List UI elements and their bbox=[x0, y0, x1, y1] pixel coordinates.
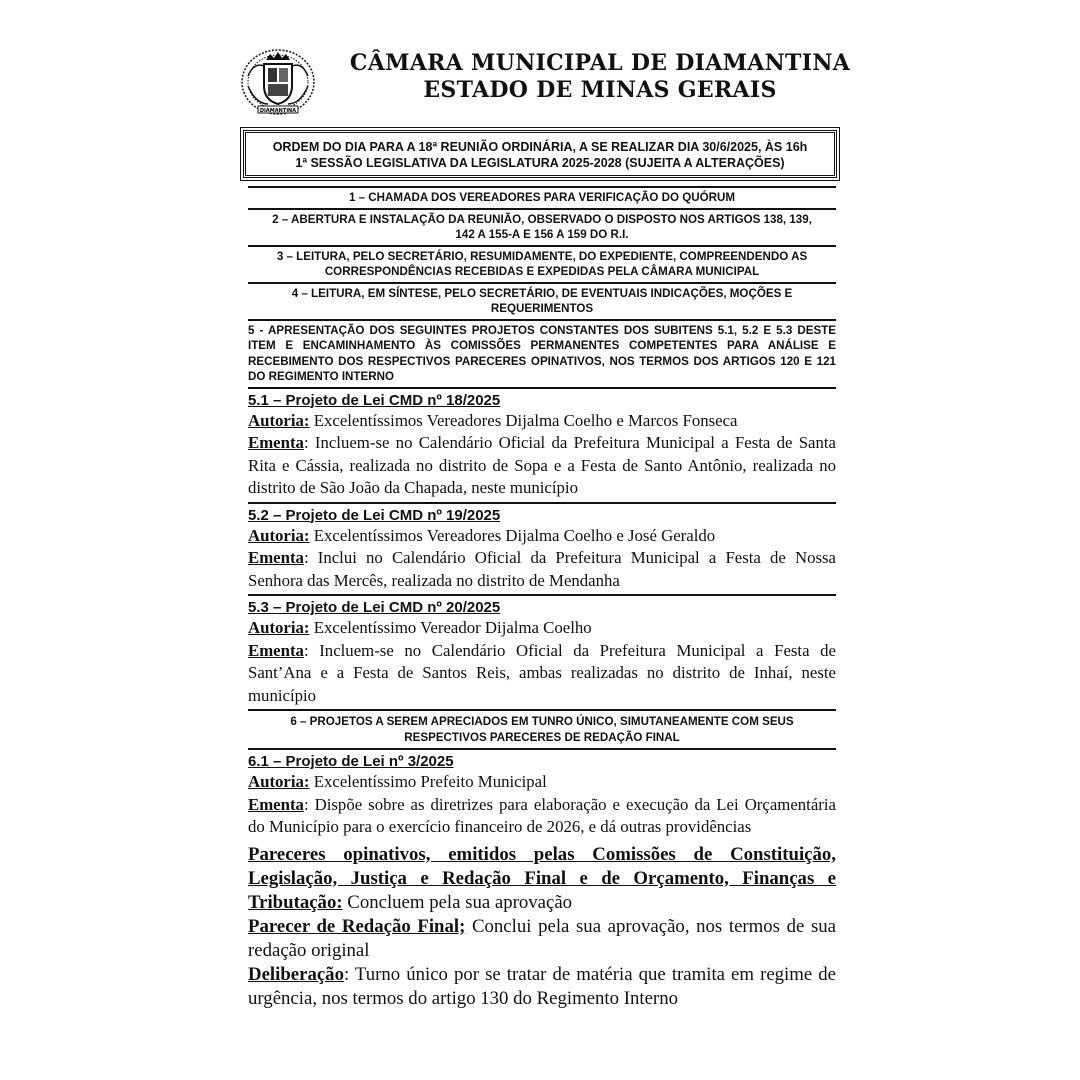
agenda-item-5: 5 - APRESENTAÇÃO DOS SEGUINTES PROJETOS CONSTANTES DOS SUBITENS 5.1, 5.2 E 5.3 DESTE ITEM E ENCAMINHAMENTO ÀS COMISSÕES PERMANENTES COMPETENTES PARA ANÁLISE E RECEBIMENTO DOS RESPECTIVOS PARECERES OPINATIVOS, NOS TERMOS DOS ARTIGOS 120 E 121 DO REGIMENTO INTERNO bbox=[248, 319, 836, 387]
order-line-2: 1ª SESSÃO LEGISLATIVA DA LEGISLATURA 2025-2028 (SUJEITA A ALTERAÇÕES) bbox=[295, 156, 785, 170]
agenda-item-6: 6 – PROJETOS A SEREM APRECIADOS EM TUNRO ÚNICO, SIMUTANEAMENTE COM SEUS RESPECTIVOS PARECERES DE REDAÇÃO FINAL bbox=[248, 709, 836, 748]
deliberacao-text: Turno único por se tratar de matéria que tramita em regime de urgência, nos termos do artigo 130 do Regimento Interno bbox=[248, 963, 836, 1009]
agenda-item-1: 1 – CHAMADA DOS VEREADORES PARA VERIFICAÇÃO DO QUÓRUM bbox=[248, 186, 836, 208]
agenda-item-3: 3 – LEITURA, PELO SECRETÁRIO, RESUMIDAMENTE, DO EXPEDIENTE, COMPREENDENDO AS CORRESPONDÊNCIAS RECEBIDAS E EXPEDIDAS PELA CÂMARA MUNICIPAL bbox=[248, 245, 836, 282]
project-5-3-title: 5.3 – Projeto de Lei CMD nº 20/2025 bbox=[248, 594, 836, 617]
order-line-1: ORDEM DO DIA PARA A 18ª REUNIÃO ORDINÁRIA, A SE REALIZAR DIA 30/6/2025, ÀS 16h bbox=[272, 140, 808, 154]
municipal-coat-of-arms-icon bbox=[238, 46, 318, 118]
ementa-label: Ementa bbox=[248, 794, 304, 814]
project-5-1-autoria bbox=[248, 410, 836, 433]
chamber-name: CÂMARA MUNICIPAL DE DIAMANTINA bbox=[349, 50, 851, 76]
parecer-redacao-final bbox=[248, 915, 836, 963]
project-5-1-ementa: Ementa: Incluem-se no Calendário Oficial da Prefeitura Municipal a Festa de Santa Rita e Cássia, realizada no distrito de Sopa e a Festa de Santo Antônio, realizada no distrito de São João da Chapada, neste município bbox=[248, 433, 837, 497]
svg-text:DIAMANTINA: DIAMANTINA bbox=[259, 108, 297, 114]
project-6-1-autoria bbox=[248, 771, 836, 794]
autoria-label: Autoria: bbox=[248, 772, 310, 791]
ementa-text: Incluem-se no Calendário Oficial da Prefeitura Municipal a Festa de Santa Rita e Cássia, realizada no distrito de Sopa e a Festa de Santo Antônio, realizada no distrito de São João da Chapada, neste município bbox=[248, 433, 837, 497]
agenda-column bbox=[248, 186, 836, 1011]
autoria-text: Excelentíssimos Vereadores Dijalma Coelho e Marcos Fonseca bbox=[313, 410, 738, 430]
pareceres-text: Concluem pela sua aprovação bbox=[347, 891, 573, 913]
ementa-text: Dispõe sobre as diretrizes para elaboração e execução da Lei Orçamentária do Município para o exercício financeiro de 2026, e dá outras providências bbox=[248, 794, 836, 836]
project-6-1-title: 6.1 – Projeto de Lei nº 3/2025 bbox=[248, 748, 836, 771]
autoria-label: Autoria: bbox=[248, 410, 310, 430]
state-name: ESTADO DE MINAS GERAIS bbox=[423, 77, 777, 103]
pareceres-label: Pareceres opinativos, emitidos pelas Comissões de Constituição, Legislação, Justiça e Redação Final e de Orçamento, Finanças e Tributação: bbox=[248, 843, 836, 913]
project-5-3-autoria bbox=[248, 617, 836, 640]
ementa-label: Ementa bbox=[248, 548, 304, 567]
deliberacao: Deliberação: Turno único por se tratar de matéria que tramita em regime de urgência, nos termos do artigo 130 do Regimento Interno bbox=[248, 963, 836, 1009]
autoria-label: Autoria: bbox=[248, 525, 310, 545]
ementa-text: Incluem-se no Calendário Oficial da Prefeitura Municipal a Festa de Sant’Ana e a Festa de Santos Reis, ambas realizadas no distrito de Inhaí, neste município bbox=[248, 640, 836, 705]
ementa-label: Ementa bbox=[248, 640, 304, 660]
autoria-text: Excelentíssimos Vereadores Dijalma Coelho e José Geraldo bbox=[313, 525, 716, 545]
parecer-final-text: Conclui pela sua aprovação, nos termos de sua redação original bbox=[248, 915, 836, 961]
autoria-label: Autoria: bbox=[248, 618, 310, 637]
project-5-1-title: 5.1 – Projeto de Lei CMD nº 18/2025 bbox=[248, 387, 836, 410]
ementa-label: Ementa bbox=[248, 433, 304, 452]
project-5-2-ementa: Ementa: Inclui no Calendário Oficial da Prefeitura Municipal a Festa de Nossa Senhora das Mercês, realizada no distrito de Mendanha bbox=[248, 548, 837, 590]
pareceres-opinativos bbox=[248, 843, 836, 915]
project-6-1-ementa: Ementa: Dispõe sobre as diretrizes para elaboração e execução da Lei Orçamentária do Município para o exercício financeiro de 2026, e dá outras providências bbox=[248, 794, 836, 836]
project-5-2-title: 5.2 – Projeto de Lei CMD nº 19/2025 bbox=[248, 502, 836, 525]
autoria-text: Excelentíssimo Prefeito Municipal bbox=[313, 772, 547, 791]
agenda-item-4: 4 – LEITURA, EM SÍNTESE, PELO SECRETÁRIO, DE EVENTUAIS INDICAÇÕES, MOÇÕES E REQUERIMENTOS bbox=[248, 282, 836, 319]
parecer-final-label: Parecer de Redação Final; bbox=[248, 915, 466, 937]
project-5-2-autoria bbox=[248, 525, 836, 548]
agenda-item-2: 2 – ABERTURA E INSTALAÇÃO DA REUNIÃO, OBSERVADO O DISPOSTO NOS ARTIGOS 138, 139, 142 A 155-A E 156 A 159 DO R.I. bbox=[248, 208, 836, 245]
project-5-3-ementa: Ementa: Incluem-se no Calendário Oficial da Prefeitura Municipal a Festa de Sant’Ana e a Festa de Santos Reis, ambas realizadas no distrito de Inhaí, neste município bbox=[248, 640, 836, 705]
ementa-text: Inclui no Calendário Oficial da Prefeitura Municipal a Festa de Nossa Senhora das Mercês, realizada no distrito de Mendanha bbox=[248, 548, 837, 590]
deliberacao-label: Deliberação bbox=[248, 963, 344, 985]
autoria-text: Excelentíssimo Vereador Dijalma Coelho bbox=[313, 618, 592, 637]
order-of-day-box bbox=[243, 130, 837, 178]
